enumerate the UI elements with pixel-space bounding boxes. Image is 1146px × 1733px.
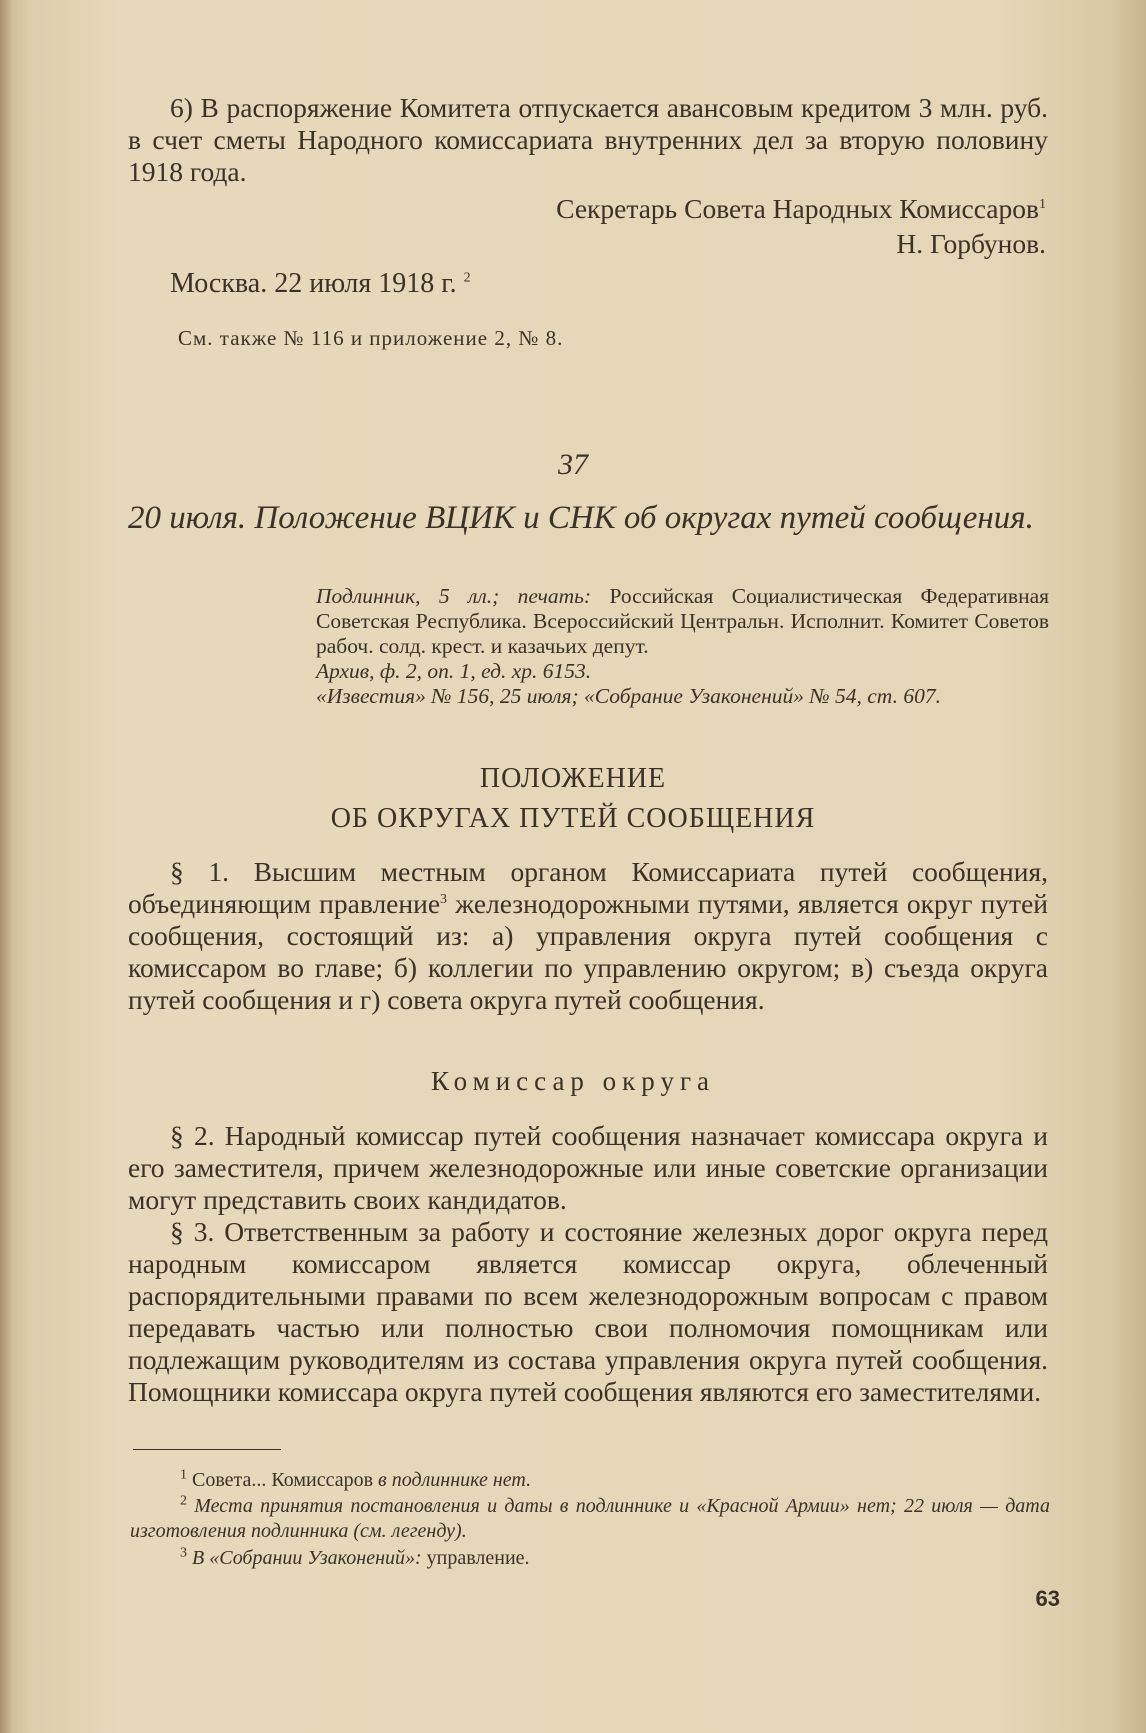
- section-1-block: [128, 856, 1048, 1016]
- footnote-3-mark: 3: [180, 1545, 187, 1561]
- legend-publication-text: «Известия» № 156, 25 июля; «Собрание Узаконений» № 54, ст. 607.: [316, 684, 941, 708]
- signature-title-text: Секретарь Совета Народных Комиссаров: [556, 193, 1039, 224]
- section-1: [128, 856, 1048, 1016]
- section-1-part-a: § 1. Высшим местным органом Комиссариата путей сообщения, объединяющим правление: [128, 856, 1048, 919]
- footnote-ref-3: 3: [440, 891, 448, 907]
- signature-title: [556, 192, 1046, 226]
- section-3: § 3. Ответственным за работу и состояние железных дорог округа перед народным комиссаром является комиссар округа, облеченный распорядительными правами по всем железнодорожным вопросам с правом передавать частью или полностью свои полномочия помощникам или подлежащим руководителям из состава управления округа путей сообщения. Помощники комиссара округа путей сообщения являются его заместителями.: [128, 1216, 1048, 1407]
- section-1-part-b: железнодорожными путями, является округ путей сообщения, состоящий из: а) управления округа путей сообщения с комиссаром во главе; б) коллегии по управлению округом; в) съезда округа путей сообщения и г) совета округа путей сообщения.: [128, 888, 1049, 1015]
- footnote-1-mark: 1: [180, 1467, 187, 1483]
- footnote-ref-2: 2: [463, 270, 471, 286]
- footnote-3: [130, 1546, 1050, 1571]
- legend-original-label: Подлинник, 5 лл.; печать:: [316, 584, 592, 608]
- legend-archive-text: Архив, ф. 2, оп. 1, ед. хр. 6153.: [316, 659, 592, 683]
- document-number: 37: [558, 448, 588, 481]
- footnote-divider: [133, 1449, 281, 1450]
- page-number: 63: [1035, 1586, 1060, 1611]
- place-date-text: Москва. 22 июля 1918 г.: [170, 268, 457, 299]
- see-also: См. также № 116 и приложение 2, № 8.: [178, 326, 564, 350]
- footnote-2-italic: Места принятия постановления и даты в подлиннике и «Красной Армии» нет; 22 июля — дата изготовления подлинника (см. легенду).: [130, 1495, 1050, 1542]
- archival-legend: [316, 584, 1049, 709]
- signature-name: Н. Горбунов.: [896, 228, 1046, 259]
- section-3-block: [128, 1216, 1048, 1408]
- legend-seal-text: Российская Социалистическая Федеративная Советская Республика. Всероссийский Центральн. Исполнит. Комитет Советов рабоч. солд. крест. и казачьих депут.: [316, 584, 1050, 658]
- footnote-3-text: управление.: [426, 1547, 530, 1569]
- legend-archive: [316, 659, 1049, 684]
- regulation-title-line1: ПОЛОЖЕНИЕ: [479, 763, 667, 794]
- footnote-1: [130, 1468, 1050, 1493]
- footnote-1-text: Совета... Комиссаров: [192, 1469, 374, 1491]
- regulation-title-line2: ОБ ОКРУГАХ ПУТЕЙ СООБЩЕНИЯ: [330, 803, 816, 834]
- footnote-1-italic: в подлиннике нет.: [378, 1469, 532, 1491]
- footnote-2: [130, 1494, 1050, 1544]
- footnote-3-italic: В «Собрании Узаконений»:: [192, 1547, 422, 1569]
- book-spine-shadow: [0, 0, 14, 1733]
- paragraph-6: 6) В распоряжение Комитета отпускается авансовым кредитом 3 млн. руб. в счет сметы Народного комиссариата внутренних дел за вторую половину 1918 года.: [128, 92, 1048, 187]
- legend-publication: [316, 684, 1049, 709]
- document-title: 20 июля. Положение ВЦИК и СНК об округах путей сообщения.: [128, 500, 1034, 536]
- subheading-commissar: Комиссар округа: [430, 1066, 716, 1096]
- place-date: [170, 268, 471, 300]
- footnote-2-mark: 2: [180, 1493, 187, 1509]
- paragraph-6-block: [128, 92, 1048, 188]
- section-2: § 2. Народный комиссар путей сообщения назначает комиссара округа и его заместителя, причем железнодорожные или иные советские организации могут представить своих кандидатов.: [128, 1120, 1048, 1215]
- legend-description: [316, 584, 1049, 659]
- footnote-ref-1: 1: [1039, 196, 1046, 212]
- section-2-block: [128, 1120, 1048, 1216]
